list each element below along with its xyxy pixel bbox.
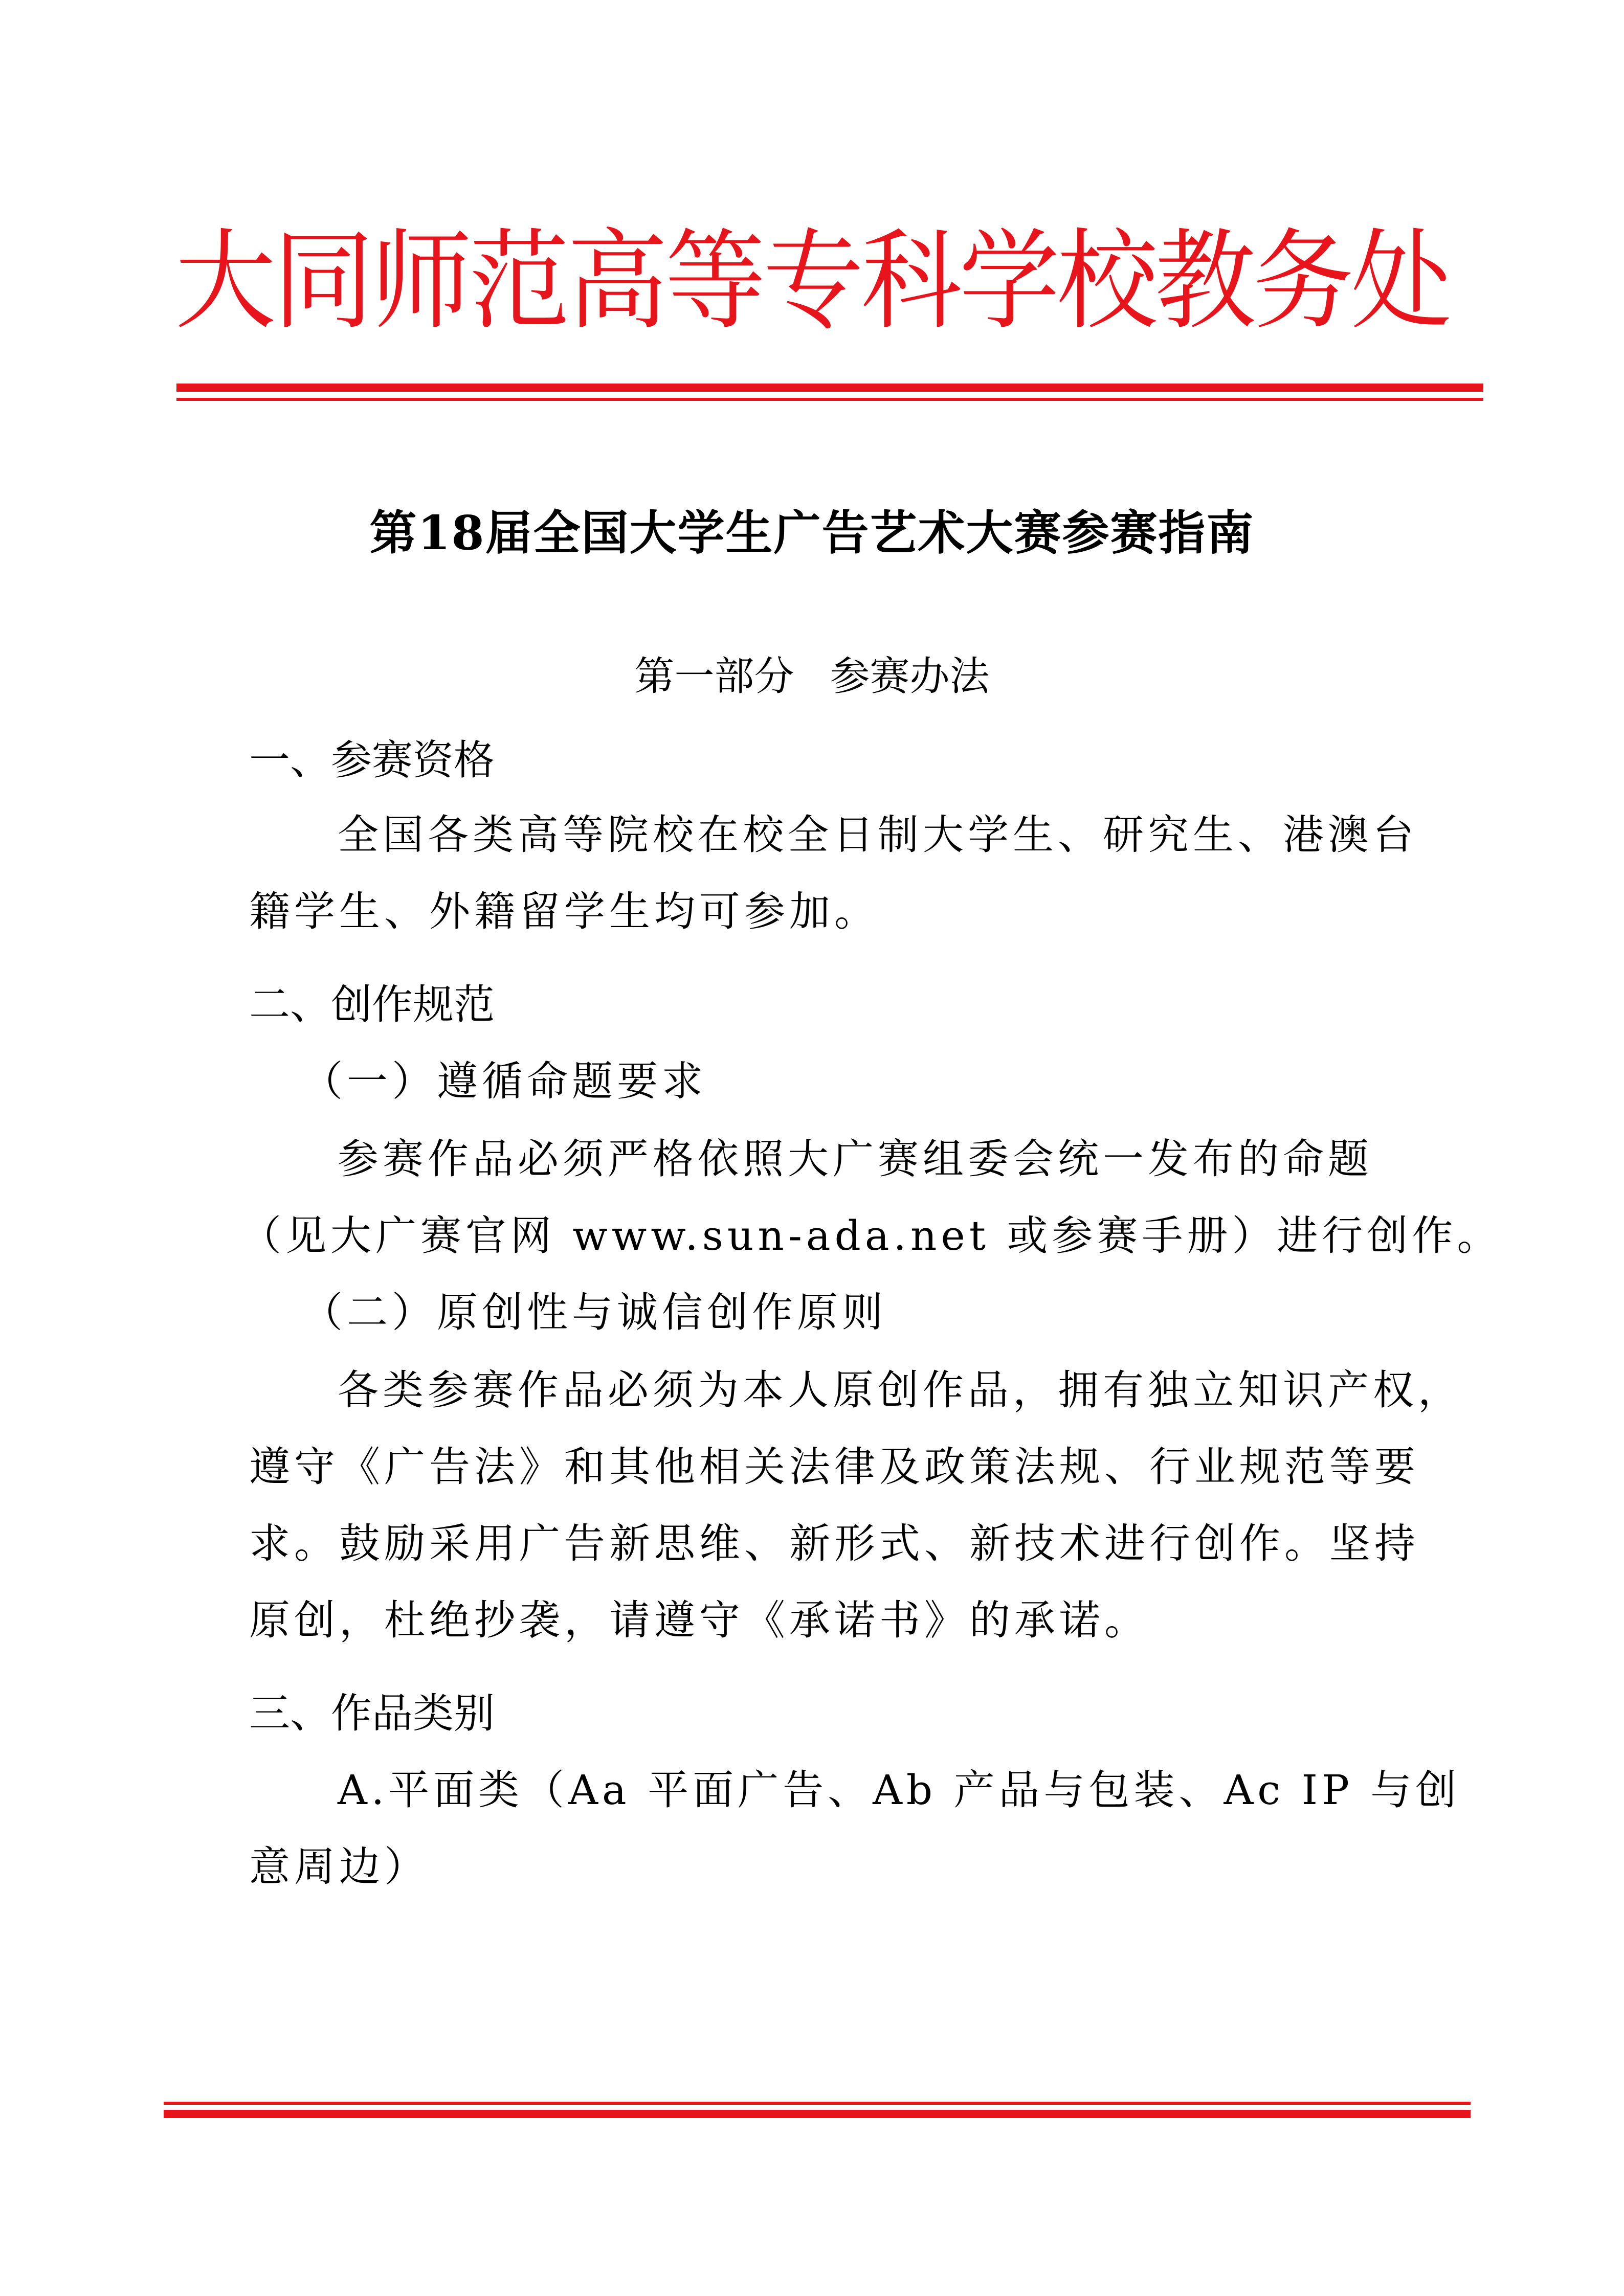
section-heading-creation-rules: 二、创作规范 [249,981,495,1028]
letterhead-divider-thick [176,384,1483,392]
part-title-name: 参赛办法 [830,654,990,700]
letterhead-divider-thin [176,398,1483,401]
paragraph-line: 各类参赛作品必须为本人原创作品，拥有独立知识产权， [338,1366,1463,1414]
paragraph-line: 原创，杜绝抄袭，请遵守《承诺书》的承诺。 [249,1596,1149,1644]
letterhead-divider-top [176,384,1483,404]
footer-divider [164,2102,1471,2122]
part-title [0,648,1624,705]
paragraph-line: 遵守《广告法》和其他相关法律及政策法规、行业规范等要 [249,1443,1419,1491]
subheading-topic-requirements: （一）遵循命题要求 [302,1057,707,1105]
paragraph-line: 参赛作品必须严格依照大广赛组委会统一发布的命题 [338,1135,1373,1183]
paragraph-line: 全国各类高等院校在校全日制大学生、研究生、港澳台 [338,811,1418,859]
document-title: 第18届全国大学生广告艺术大赛参赛指南 [369,505,1255,560]
paragraph-line: （见大广赛官网 www.sun-ada.net 或参赛手册）进行创作。 [240,1212,1502,1259]
footer-divider-thick [164,2110,1471,2118]
subheading-originality: （二）原创性与诚信创作原则 [302,1289,887,1336]
paragraph-line: A.平面类（Aa 平面广告、Ab 产品与包装、Ac IP 与创 [338,1766,1461,1814]
paragraph-line: 求。鼓励采用广告新思维、新形式、新技术进行创作。坚持 [249,1520,1419,1567]
section-heading-categories: 三、作品类别 [249,1690,495,1737]
paragraph-line: 意周边） [249,1843,429,1890]
part-title-number: 第一部分 [634,654,794,700]
section-heading-eligibility: 一、参赛资格 [249,736,495,784]
paragraph-line: 籍学生、外籍留学生均可参加。 [249,888,879,935]
letterhead-org-name: 大同师范高等专科学校教务处 [175,218,1449,344]
footer-divider-thin [164,2102,1471,2105]
